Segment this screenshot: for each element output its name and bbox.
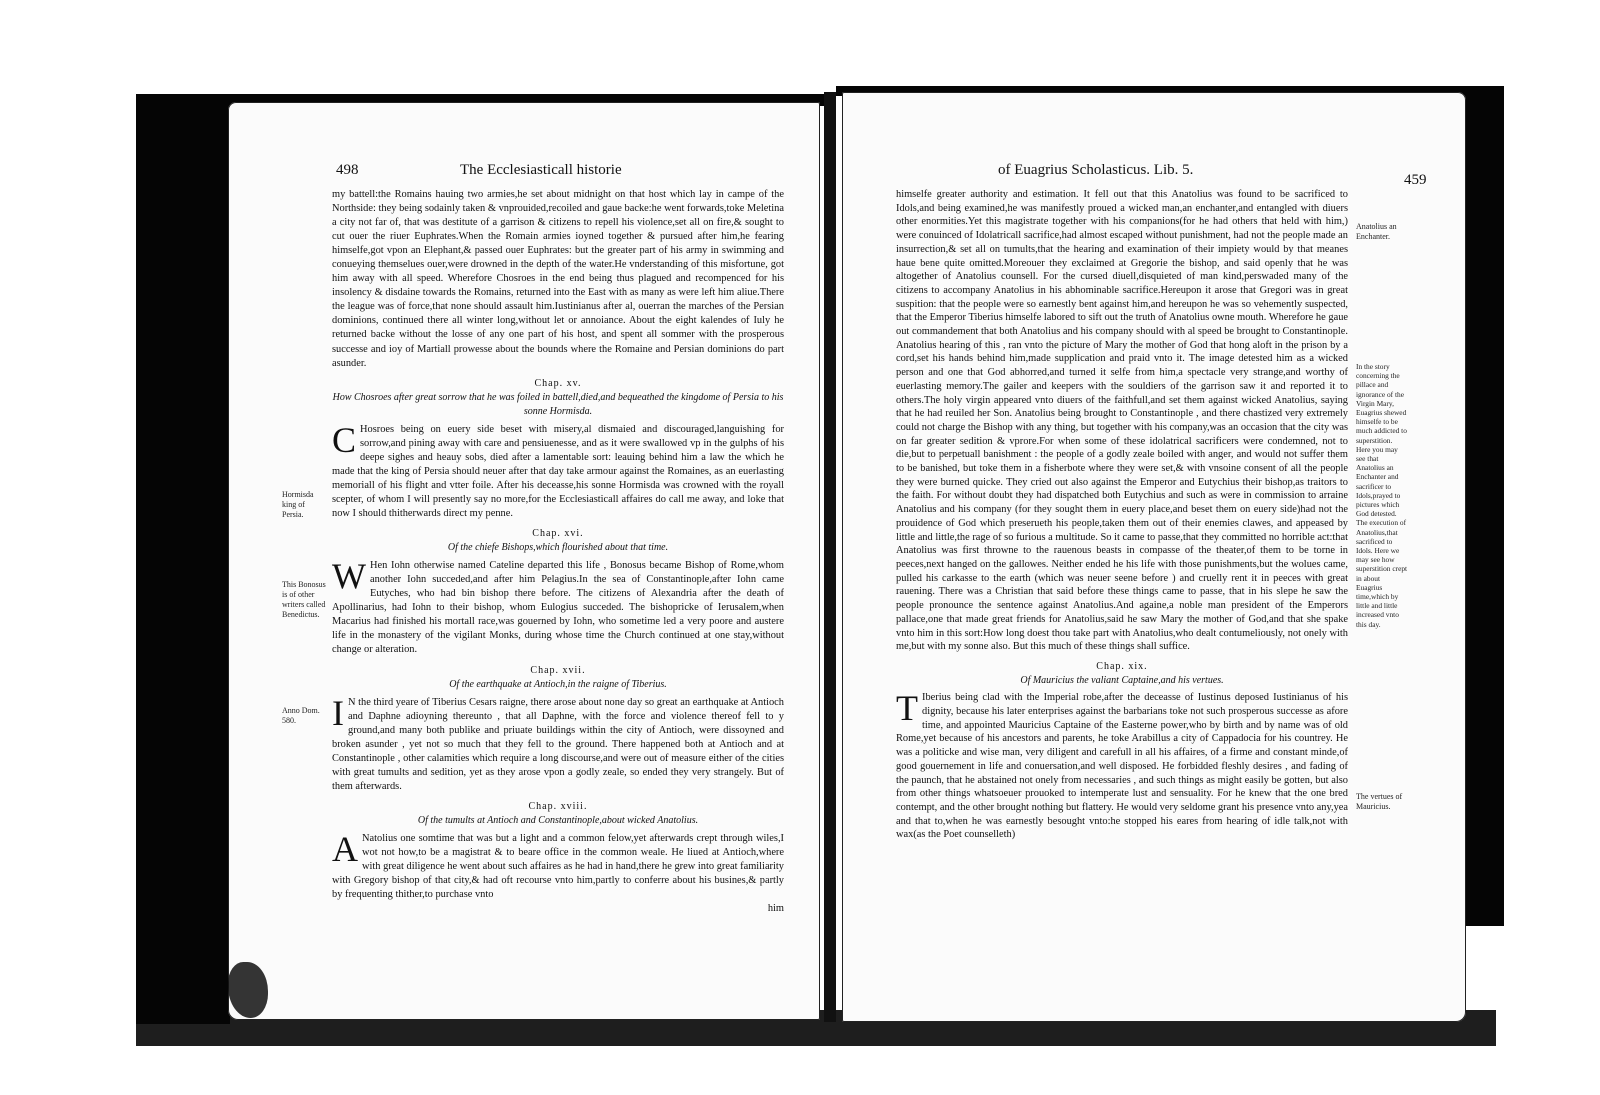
page-number-right: 459	[1404, 172, 1427, 188]
chapter-text-15	[332, 419, 784, 521]
right-page	[842, 92, 1466, 1022]
chapter-body-19: Iberius being clad with the Imperial robe,after the deceasse of Iustinus deposed Iustinianus of his dignity, because his later enterprises against the barbarians toke not such prosperous successe as afore time, and appointed Mauricius Captaine of the Easterne power,who by birth and by name was of old Rome,yet because of his ancestors and parents, he toke Arabillus a city of Cappadocia for his countrey. He was a politicke and wise man, very diligent and carefull in all his affaires, of a firme and constant minde,of good gouernement in life and conuersation,and well disposed. He forbidded fleshly desires , and fading of the paunch, that he abstained not onely from necessaries , and such things as might easily be gotten, but also from other things whatsoeuer prouoked to intemperate lust and sensuality. For he knew that the one bred contempt, and the other brought nothing but flattery. He would very seldome grant his presence vnto any,yea and that to,when he was earnestly besought vnto:he stopped his eares from hearing of idle talk,not with wax(as the Poet counselleth)	[896, 692, 1348, 841]
margin-note-vertues: The vertues of Mauricius.	[1356, 792, 1403, 811]
chapter-heading-18: Chap. xviii.	[528, 800, 588, 812]
right-body	[896, 188, 1348, 842]
scan-border-right	[1464, 86, 1504, 926]
margin-note-image: In the story concerning the pillace and ignorance of the Virgin Mary, Euagrius shewed himselfe to be much addicted to superstition. Here you may see that Anatolius an Enchanter and sacrificer to Idols,prayed to pictures which God detested. The execution of Anatolius,that sacrificed to Idols. Here we may see how superstition crept in about Euagrius time,which by little and little increased vnto this day.	[1356, 362, 1408, 629]
dropcap-w: W	[332, 556, 366, 597]
running-head-right: of Euagrius Scholasticus. Lib. 5.	[998, 162, 1194, 178]
margin-note-anno: Anno Dom. 580.	[282, 706, 320, 725]
dropcap-t: T	[896, 688, 918, 729]
chapter-text-17	[332, 692, 784, 794]
dropcap-a: A	[332, 829, 358, 870]
chapter-subtitle-18: Of the tumults at Antioch and Constantinople,about wicked Anatolius.	[417, 814, 699, 826]
catchword-left: him	[767, 903, 784, 915]
chapter-text-19	[896, 688, 1348, 842]
chapter-text-18	[332, 829, 784, 902]
running-head-left: The Ecclesiasticall historie	[460, 162, 622, 178]
left-page	[228, 102, 820, 1020]
chapter-heading-15: Chap. xv.	[534, 377, 582, 389]
margin-note-anatolius: Anatolius an Enchanter.	[1356, 222, 1397, 241]
opening-paragraph-right: himselfe greater authority and estimation. It fell out that this Anatolius was found to be sacrificed to Idols,and being examined,he was manifestly proued a wicked man,an enchanter,and entangled with diuers other enormities.Yet this magistrate together with his companions(for he had others that held with him,) were conuinced of Idolatricall sacrifice,had almost escaped without punishment, had not the people made an insurrection,& set all on tumults,that the hearing and examination of their impiety would by that meanes haue bene quite omitted.Moreouer they exclaimed at Gregorie the bishop, and said openly that he was altogether of Anatolius counsell. For the cursed diuell,disquieted of man kind,perswaded many of the citizens to accompany Anatolius in his abhominable sacrifice.Hereupon it arose that Gregori was in great suspition: that the people were so earnestly bent against him,and hereupon he was so vehemently suspected, that the Emperor Tiberius himselfe labored to sift out the truth of Anatolius owne mouth. Wherefore he gaue out commandement that both Anatolius and his company should with al speed be brought to Constantinople. Anatolius hearing of this , ran vnto the picture of Mary the mother of God that hong aloft in the prison by a cord,set his hands behind him,made supplication and praid vnto it. The image detested him as a wicked person and one that God abhorred,and turned it selfe from him,a spectacle very strange,and worthy of euerlasting memory.The gailer and keepers with the souldiers of the garrison saw it and reported it to others.The holy virgin appeared vnto diuers of the faithfull,and set them against wicked Anatolius, saying that he had reuiled her Son. Anatolius being brought to Constantinople , and there chastized very extremely could not charge the Bishop with any thing, but together with his company,was an occasion that the city was on far greater sedition & vprore.For when some of these idolatrical sacrificers were condemned, not to die,but to perpetuall banishment : the people of a godly zeale boiled with anger, and would not suffer them to be banished, but toke them in a fisherbote where they were set,& with vnsoine consent of all the people they were burned quicke. They cried out also against the Emperor and Eutychius their bishop,as traitors to the faith. For without doubt they had dispatched both Eutychius and such as were in commission to arraine Anatolius and his company (for they sought them in euery place,and beset them on euery side)had not the prouidence of God which preserueth his people,taken them out of their enemies clawes, and appeased by little and little,the rage of so furious a multitude. So it came to passe,that they committed no horrible act:that Anatolius was first throwne to the rauenous beasts in compasse of the theater,of them to be torne in peeces,next hanged on the gallowes. Neither ended he his life with those punishments,but the wolues came, pulled his carkasse to the earth (which was neuer seene before ) and cruelly rent it in peeces with great rauening. There was a Christian that said before these things came to passe, that in his slepe he saw the people pronounce the sentence against Anatolius.And againe,a noble man president of the Emperors pallace,one that made great friends for Anatolius,said he saw Mary the mother of God,and that she spake vnto him in this sort:How long doest thou take part with Anatolius,who dealt contumeliously, not onely with me,but with my sonne also. But this much of these things shall suffice.	[896, 189, 1348, 653]
chapter-body-15: Hosroes being on euery side beset with misery,al dismaied and discouraged,languishing for sorrow,and pining away with care and pensiuenesse, and as it were swallowed vp in the gulphs of his deepe sighes and heauy sobs, died after a lamentable sort: leauing behind him a law the which he made that the king of Persia should neuer after that day take armour against the Romaines, as an euerlasting memoriall of his flight and vtter foile. After his deceasse,his sonne Hormisda was crowned with the royall scepter, of whom I will presently say no more,for the Ecclesiasticall affaires do call me away, and loke that now I should thitherwards direct my penne.	[332, 423, 784, 520]
dropcap-c: C	[332, 419, 357, 460]
ink-smudge	[228, 962, 268, 1018]
chapter-subtitle-16: Of the chiefe Bishops,which flourished about that time.	[447, 542, 669, 554]
chapter-text-16	[332, 556, 784, 657]
chapter-subtitle-15: How Chosroes after great sorrow that he was foiled in battell,died,and bequeathed the kingdome of Persia to his sonne Hormisda.	[332, 391, 784, 417]
chapter-heading-16: Chap. xvi.	[532, 528, 584, 540]
left-body	[332, 188, 784, 916]
page-number-left: 498	[336, 162, 359, 178]
book-spine	[824, 92, 836, 1022]
margin-note-bonosus: This Bonosus is of other writers called Benedictus.	[282, 580, 326, 619]
chapter-body-16: Hen Iohn otherwise named Cateline departed this life , Bonosus became Bishop of Rome,whom another Iohn succeded,and after him Pelagius.In the sea of Constantinople,after Iohn came Eutyches, who had bin bishop there before. The citizens of Alexandria after the death of Apollinarius, had Iohn to their bishop, whom Eulogius succeded. The bishopricke of Ierusalem,when Macarius had finished his mortall race,was gouerned by Iohn, who sometime led a very poore and austere life in the monastery of the vigilant Monks, during whose time the Church continued at one stay,without change or alteration.	[332, 560, 784, 656]
chapter-subtitle-17: Of the earthquake at Antioch,in the raigne of Tiberius.	[449, 678, 667, 690]
scan-border-left	[136, 94, 230, 1024]
chapter-heading-17: Chap. xvii.	[530, 664, 586, 676]
chapter-body-18: Natolius one somtime that was but a light and a common felow,yet afterwards crept through wiles,I wot not how,to be a magistrat & to beare office in the common weale. He liued at Antioch,where with great diligence he went about such affaires as he had in hand,there he grew into great familiarity with Gregory bishop of that city,& had oft recourse vnto him,partly to conferre about his busines,& partly by frequenting thither,to purchase vnto	[332, 833, 784, 901]
chapter-heading-19: Chap. xix.	[1096, 660, 1148, 672]
dropcap-i: I	[332, 692, 344, 733]
chapter-subtitle-19: Of Mauricius the valiant Captaine,and his vertues.	[1020, 674, 1224, 686]
margin-note-hormisda: Hormisda king of Persia.	[282, 490, 314, 519]
opening-paragraph-left: my battell:the Romains hauing two armies,he set about midnight on that host which lay in campe of the Northside: they being sodainly taken & vnprouided,recoiled and gaue backe:he went forwards,toke Meletina a city not far of, that was destitute of a garrison & citizens to repell his violence,set all on fire,& sought to cut ouer the riuer Euphrates.When the Romain armies ioyned together & pursued after him,he fearing himselfe,got vpon an Elephant,& passed ouer Euphrates: but the greater part of his army in swimming and conueying themselues ouer,were drowned in the depth of the water.He vnderstanding of this misfortune, got him away with all speed. Wherefore Chosroes in the end being thus plagued and recompenced for his insolency & disdaine towards the Romains, returned into the East with as many as were left him aliue.There the league was of force,that none should assault him.Iustinianus after al, ouerran the marches of the Persian dominions, continued there all winter long,without let or annoiance. About the eight kalendes of Iuly he returned backe without the losse of any one part of his host, and spent all sommer with the prosperous successe and ioy of Martiall prowesse about the bounds where the Romaine and Persian dominions do part asunder.	[332, 189, 784, 369]
chapter-body-17: N the third yeare of Tiberius Cesars raigne, there arose about none day so great an earthquake at Antioch and Daphne adioyning thereunto , that all Daphne, with the force and violence thereof fell to y ground,and many both publike and priuate buildings within the city of Antioch, were dissoyned and broken asunder , yet not so much that they fell to the ground. There happened both at Antioch and at Constantinople , other calamities which require a long discourse,and were out of measure either of the cities with great tumults and sedition, yet as they arose vpon a godly zeale, so ended they very strangely. But of them afterwards.	[332, 696, 784, 792]
